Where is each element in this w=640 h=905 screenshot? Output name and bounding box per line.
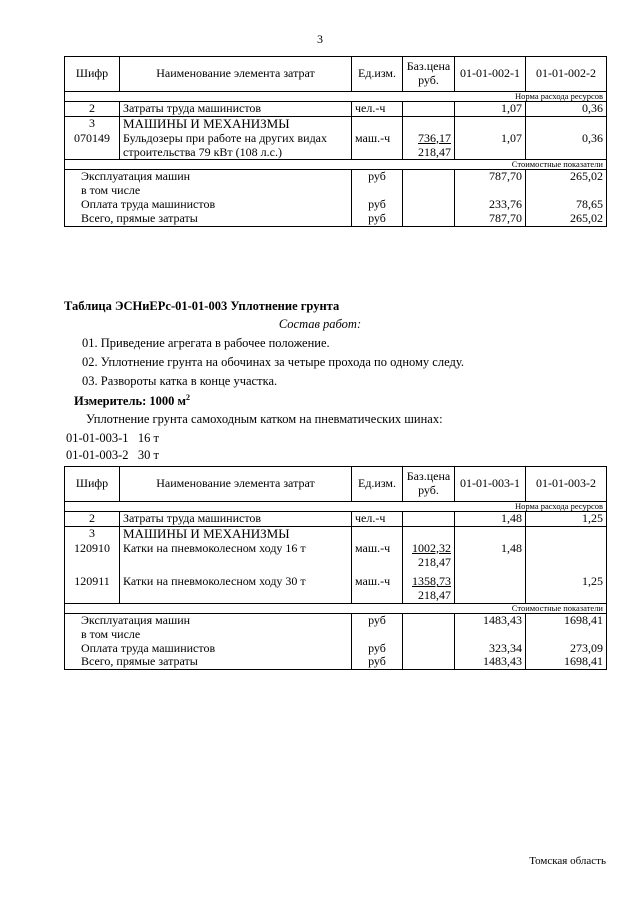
variant-line: 01-01-003-1 16 т <box>66 431 159 445</box>
header-col1: 01-01-002-1 <box>455 57 526 92</box>
cost-wages-v1: 323,34 <box>455 642 526 656</box>
machine-v2: 1,25 <box>526 569 607 603</box>
measure-sup: 2 <box>186 393 191 402</box>
machine-unit: маш.-ч <box>352 569 403 603</box>
machine-row <box>65 542 607 570</box>
machine-price: 1002,32 218,47 <box>403 542 455 570</box>
footer-region: Томская область <box>529 855 606 867</box>
machines-section-name: МАШИНЫ И МЕХАНИЗМЫ <box>120 526 352 541</box>
variant-line: 01-01-003-2 30 т <box>66 448 159 462</box>
cost-including-row <box>65 184 607 198</box>
cost-section-row <box>65 160 607 170</box>
work-step: 03. Развороты катка в конце участка. <box>82 374 278 388</box>
norm-section-row <box>65 92 607 102</box>
cost-wages-unit: руб <box>352 642 403 656</box>
cost-total-unit: руб <box>352 212 403 226</box>
cost-wages-unit: руб <box>352 198 403 212</box>
cost-operation-unit: руб <box>352 613 403 627</box>
labor-name: Затраты труда машинистов <box>120 102 352 117</box>
work-step: 02. Уплотнение грунта на обочинах за четыре прохода по одному следу. <box>82 355 464 369</box>
cost-section-label: Стоимостные показатели <box>65 160 607 170</box>
machine-v1: 1,48 <box>455 542 526 570</box>
cost-total-name: Всего, прямые затраты <box>65 655 352 669</box>
header-name: Наименование элемента затрат <box>120 467 352 502</box>
measure-label: Измеритель: 1000 м <box>74 394 187 409</box>
labor-v2: 1,25 <box>526 512 607 527</box>
table2-title: Таблица ЭСНиЕРс-01-01-003 Уплотнение грунта <box>64 299 340 313</box>
cost-total-v2: 265,02 <box>526 212 607 226</box>
header-code: Шифр <box>65 467 120 502</box>
header-unit: Ед.изм. <box>352 467 403 502</box>
header-col1: 01-01-003-1 <box>455 467 526 502</box>
labor-unit: чел.-ч <box>352 512 403 527</box>
machine-price: 736,17 218,47 <box>403 132 455 160</box>
table-header-row <box>65 467 607 502</box>
header-unit: Ед.изм. <box>352 57 403 92</box>
machine-v2: 0,36 <box>526 132 607 160</box>
resource-table-1 <box>64 56 607 227</box>
norm-section-row <box>65 502 607 512</box>
cost-including-label: в том числе <box>65 184 352 198</box>
machine-v2 <box>526 542 607 570</box>
header-col2: 01-01-002-2 <box>526 57 607 92</box>
measure-line <box>74 393 190 409</box>
cost-operation-v2: 1698,41 <box>526 613 607 627</box>
machine-unit: маш.-ч <box>352 542 403 570</box>
cost-operation-v1: 787,70 <box>455 170 526 184</box>
work-step: 01. Приведение агрегата в рабочее положение. <box>82 336 330 350</box>
labor-name: Затраты труда машинистов <box>120 512 352 527</box>
machine-code: 120911 <box>65 569 120 603</box>
cost-total-unit: руб <box>352 655 403 669</box>
header-code: Шифр <box>65 57 120 92</box>
cost-operation-v2: 265,02 <box>526 170 607 184</box>
cost-wages-name: Оплата труда машинистов <box>65 198 352 212</box>
cost-wages-row <box>65 198 607 212</box>
cost-section-row <box>65 603 607 613</box>
labor-price <box>403 102 455 117</box>
cost-including-row <box>65 628 607 642</box>
machine-name: Бульдозеры при работе на других видах строительства 79 кВт (108 л.с.) <box>120 132 352 160</box>
cost-total-row <box>65 655 607 669</box>
labor-unit: чел.-ч <box>352 102 403 117</box>
machines-section-row <box>65 116 607 131</box>
cost-operation-name: Эксплуатация машин <box>65 613 352 627</box>
resource-table-2 <box>64 466 607 670</box>
header-name: Наименование элемента затрат <box>120 57 352 92</box>
cost-wages-v2: 273,09 <box>526 642 607 656</box>
machine-name: Катки на пневмоколесном ходу 16 т <box>120 542 352 570</box>
labor-code: 2 <box>65 512 120 527</box>
cost-wages-name: Оплата труда машинистов <box>65 642 352 656</box>
norm-section-label: Норма расхода ресурсов <box>65 92 607 102</box>
labor-row <box>65 102 607 117</box>
header-price-line1: Баз.цена <box>406 59 451 74</box>
header-price <box>403 57 455 92</box>
cost-operation-row <box>65 170 607 184</box>
cost-including-label: в том числе <box>65 628 352 642</box>
machine-v1: 1,07 <box>455 132 526 160</box>
machine-name: Катки на пневмоколесном ходу 30 т <box>120 569 352 603</box>
machine-code: 120910 <box>65 542 120 570</box>
machines-section-row <box>65 526 607 541</box>
cost-operation-unit: руб <box>352 170 403 184</box>
machine-v1 <box>455 569 526 603</box>
header-price: Баз.цена руб. <box>403 467 455 502</box>
norm-section-label: Норма расхода ресурсов <box>65 502 607 512</box>
machines-section-name: МАШИНЫ И МЕХАНИЗМЫ <box>120 116 352 131</box>
cost-wages-row <box>65 642 607 656</box>
cost-total-v1: 787,70 <box>455 212 526 226</box>
cost-total-v2: 1698,41 <box>526 655 607 669</box>
cost-section-label: Стоимостные показатели <box>65 603 607 613</box>
labor-row <box>65 512 607 527</box>
work-composition-heading: Состав работ: <box>278 317 362 331</box>
header-price-line2: руб. <box>418 73 439 87</box>
machine-price: 1358,73 218,47 <box>403 569 455 603</box>
cost-operation-name: Эксплуатация машин <box>65 170 352 184</box>
labor-v2: 0,36 <box>526 102 607 117</box>
table-header-row <box>65 57 607 92</box>
cost-total-row <box>65 212 607 226</box>
page-number: 3 <box>317 32 323 46</box>
cost-total-v1: 1483,43 <box>455 655 526 669</box>
header-col2: 01-01-003-2 <box>526 467 607 502</box>
machine-row <box>65 132 607 160</box>
cost-wages-v2: 78,65 <box>526 198 607 212</box>
cost-wages-v1: 233,76 <box>455 198 526 212</box>
machines-section-code: 3 <box>65 526 120 541</box>
machine-unit: маш.-ч <box>352 132 403 160</box>
machine-row <box>65 569 607 603</box>
labor-v1: 1,07 <box>455 102 526 117</box>
cost-operation-v1: 1483,43 <box>455 613 526 627</box>
labor-v1: 1,48 <box>455 512 526 527</box>
cost-operation-row <box>65 613 607 627</box>
labor-code: 2 <box>65 102 120 117</box>
cost-total-name: Всего, прямые затраты <box>65 212 352 226</box>
machine-code: 070149 <box>65 132 120 160</box>
machines-section-code: 3 <box>65 116 120 131</box>
description-line: Уплотнение грунта самоходным катком на пневматических шинах: <box>86 412 443 426</box>
